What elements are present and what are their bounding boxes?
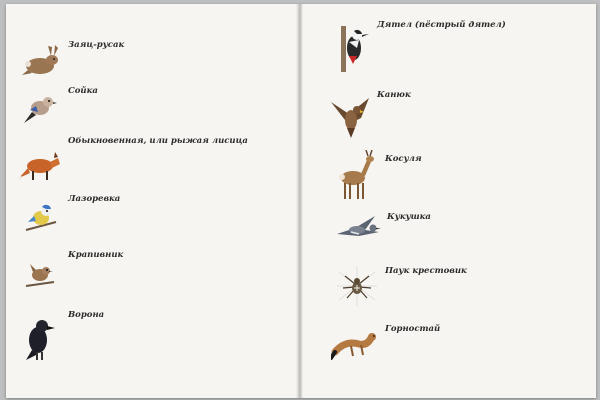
blue-tit-icon [24, 200, 58, 238]
entry-title: Канюк [377, 90, 411, 100]
entry-title: Горностай [385, 324, 441, 334]
entry-title: Заяц-русак [68, 40, 125, 50]
entry-jay [68, 86, 282, 105]
entry-text [377, 102, 585, 109]
entry-spider [385, 266, 585, 285]
entry-roe-deer [385, 154, 585, 173]
entry-text [377, 32, 585, 39]
fox-icon [18, 144, 64, 184]
book-gutter [296, 4, 303, 398]
book-spread [6, 4, 596, 398]
entry-cuckoo [387, 212, 585, 231]
entry-wren [68, 250, 282, 269]
entry-title: Ворона [68, 310, 105, 320]
entry-blue-tit [68, 194, 282, 213]
entry-text [68, 206, 282, 213]
spider-icon [337, 266, 377, 306]
entry-text [385, 166, 585, 173]
entry-title: Дятел (пёстрый дятел) [377, 20, 506, 30]
entry-title: Кукушка [387, 212, 431, 222]
entry-text [68, 52, 282, 59]
hare-icon [18, 44, 62, 78]
entry-stoat [385, 324, 585, 343]
entry-text [68, 148, 282, 155]
entry-buzzard [377, 90, 585, 109]
woodpecker-icon [337, 26, 371, 72]
wren-icon [24, 258, 56, 290]
roe-deer-icon [333, 150, 377, 202]
cuckoo-icon [335, 212, 383, 242]
entry-title: Косуля [385, 154, 422, 164]
jay-icon [22, 90, 60, 126]
entry-text [68, 262, 282, 269]
entry-hare [68, 40, 282, 59]
entry-text [68, 98, 282, 105]
buzzard-icon [327, 92, 373, 140]
entry-title: Сойка [68, 86, 98, 96]
entry-text [385, 278, 585, 285]
crow-icon [20, 316, 58, 362]
entry-text [385, 336, 585, 343]
entry-title: Паук крестовик [385, 266, 467, 276]
stoat-icon [331, 328, 377, 364]
entry-title: Обыкновенная, или рыжая лисица [68, 136, 248, 146]
entry-text [387, 224, 585, 231]
right-page [303, 4, 596, 398]
entry-title: Крапивник [68, 250, 124, 260]
left-page [6, 4, 296, 398]
entry-woodpecker [377, 20, 585, 39]
entry-fox [68, 136, 282, 155]
entry-text [68, 322, 282, 329]
entry-title: Лазоревка [68, 194, 121, 204]
entry-crow [68, 310, 282, 329]
